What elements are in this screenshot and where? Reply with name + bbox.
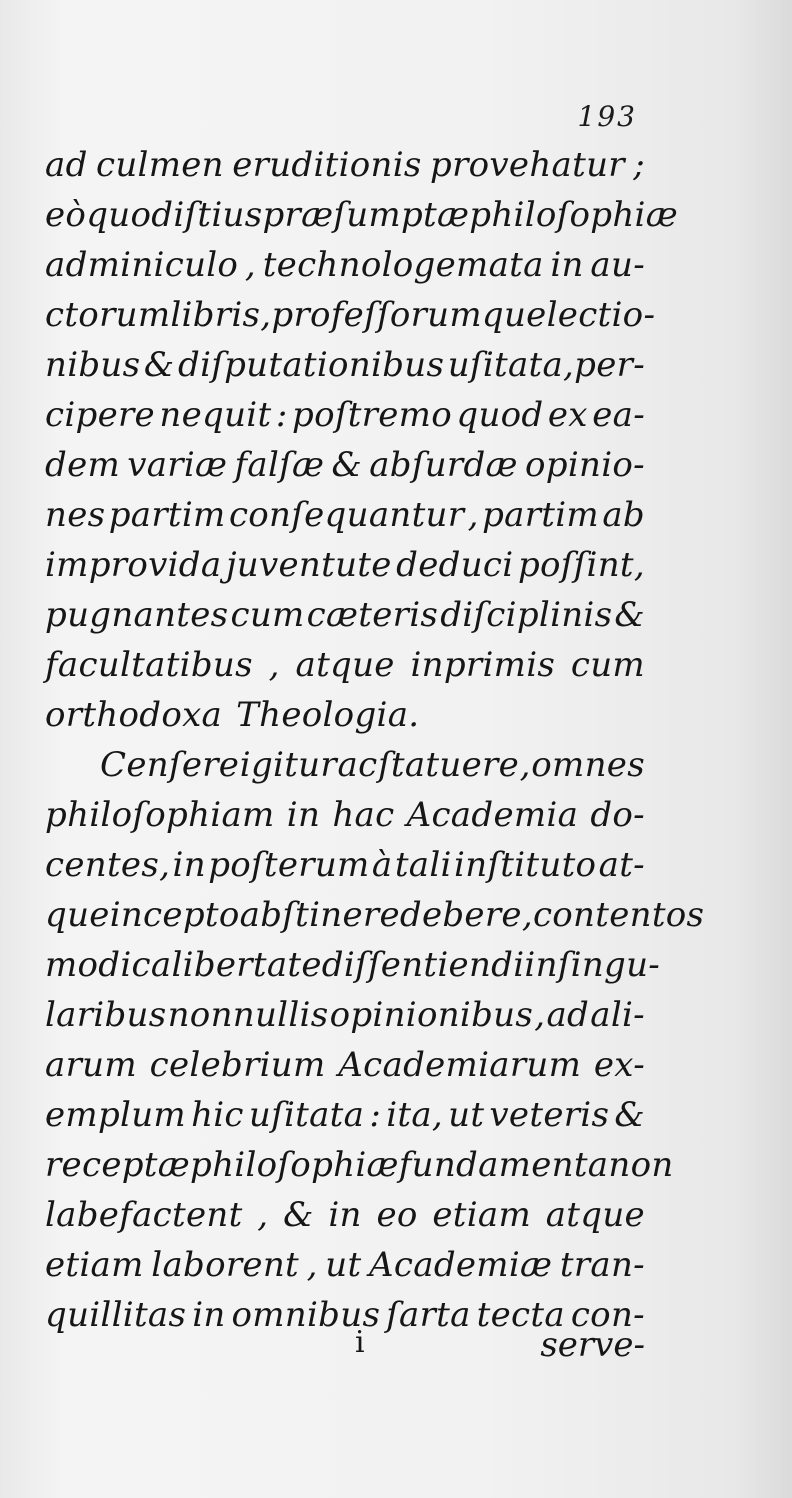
word: philoſophiam bbox=[45, 795, 275, 835]
text-line bbox=[45, 590, 645, 640]
word: ita, bbox=[386, 1095, 444, 1135]
word: ac bbox=[337, 745, 378, 785]
word: laribus bbox=[45, 995, 167, 1035]
word: nes bbox=[45, 495, 106, 535]
word: , bbox=[519, 745, 531, 785]
word: ea- bbox=[592, 395, 645, 435]
word: partim bbox=[482, 495, 599, 535]
word: au- bbox=[590, 245, 645, 285]
text-line bbox=[45, 540, 645, 590]
word: in bbox=[550, 245, 584, 285]
text-line bbox=[45, 1190, 645, 1240]
word: abſtinere bbox=[239, 895, 400, 935]
text-line bbox=[45, 190, 678, 240]
word: & bbox=[143, 345, 175, 385]
page-shadow bbox=[732, 0, 792, 1498]
word: , bbox=[260, 295, 272, 335]
text-line bbox=[45, 790, 645, 840]
word: laborent bbox=[151, 1245, 299, 1285]
text-line bbox=[45, 940, 661, 990]
word: pugnantes bbox=[45, 595, 229, 635]
text-line bbox=[45, 690, 645, 740]
word: libertate bbox=[171, 945, 322, 985]
word: nequit bbox=[159, 395, 272, 435]
word: Academiæ bbox=[369, 1245, 553, 1285]
word: lectio- bbox=[546, 295, 656, 335]
word: in bbox=[192, 1295, 226, 1335]
word: eo bbox=[376, 1195, 418, 1235]
text-line bbox=[45, 640, 645, 690]
word: : bbox=[369, 1095, 382, 1135]
word: atque bbox=[295, 645, 395, 685]
text-line bbox=[45, 1090, 645, 1140]
word: poſſint, bbox=[517, 545, 645, 585]
word: in bbox=[328, 1195, 362, 1235]
word: poſtremo bbox=[292, 395, 452, 435]
text-line bbox=[45, 1040, 645, 1090]
word: cæteris bbox=[306, 595, 439, 635]
word: culmen bbox=[96, 145, 224, 185]
word: veteris bbox=[489, 1095, 610, 1135]
word: ex- bbox=[593, 1045, 645, 1085]
word: quod bbox=[86, 195, 174, 235]
word: : bbox=[275, 395, 288, 435]
text-line bbox=[45, 890, 705, 940]
word: poſterum bbox=[208, 845, 370, 885]
word: ut bbox=[448, 1095, 485, 1135]
word: in bbox=[286, 795, 321, 835]
word: & bbox=[331, 445, 363, 485]
word: abſurdæ bbox=[369, 445, 518, 485]
text-line bbox=[45, 340, 645, 390]
word: & bbox=[283, 1195, 314, 1235]
text-line bbox=[45, 490, 645, 540]
word: centes, bbox=[45, 845, 171, 885]
word: quod bbox=[456, 395, 544, 435]
text-line bbox=[45, 440, 645, 490]
word: conſequantur bbox=[228, 495, 465, 535]
word: quillitas bbox=[45, 1295, 187, 1335]
word: at- bbox=[598, 845, 645, 885]
word: partim bbox=[108, 495, 226, 535]
word: tecta bbox=[476, 1295, 565, 1335]
word: nibus bbox=[45, 345, 141, 385]
word: tran- bbox=[559, 1245, 645, 1285]
text-line bbox=[45, 1140, 674, 1190]
word: philoſophiæ bbox=[469, 195, 678, 235]
word: receptæ bbox=[45, 1145, 191, 1185]
text-line bbox=[45, 390, 645, 440]
word: in bbox=[524, 945, 558, 985]
word: , bbox=[306, 1245, 318, 1285]
word: inprimis bbox=[410, 645, 556, 685]
word: omnibus bbox=[231, 1295, 381, 1335]
word: incepto bbox=[109, 895, 240, 935]
word: iſtius bbox=[173, 195, 263, 235]
word: libris bbox=[170, 295, 261, 335]
text-line bbox=[45, 840, 645, 890]
word: que bbox=[45, 895, 110, 935]
word: & bbox=[614, 1095, 645, 1135]
word: philoſophiæ bbox=[190, 1145, 399, 1185]
word: cum bbox=[570, 645, 645, 685]
word: , bbox=[467, 495, 479, 535]
word: Academia bbox=[406, 795, 579, 835]
word: Theologia. bbox=[236, 695, 420, 735]
text-line bbox=[45, 240, 645, 290]
word: ; bbox=[633, 145, 645, 185]
word: Academiarum bbox=[338, 1045, 582, 1085]
text-line bbox=[45, 1240, 645, 1290]
word: ſarta bbox=[386, 1295, 471, 1335]
word: emplum bbox=[45, 1095, 186, 1135]
word: præſumptæ bbox=[262, 195, 470, 235]
word: etiam bbox=[432, 1195, 532, 1235]
word: arum bbox=[45, 1045, 137, 1085]
word: atque bbox=[545, 1195, 645, 1235]
word: opinio- bbox=[525, 445, 645, 485]
word: diſputationibus bbox=[178, 345, 445, 385]
word: eò bbox=[45, 195, 87, 235]
paragraph-first-line bbox=[45, 740, 645, 790]
word: Cenſere bbox=[100, 745, 240, 785]
word: inſtituto bbox=[454, 845, 597, 885]
word: adminiculo bbox=[45, 245, 239, 285]
signature-mark: i bbox=[355, 1325, 365, 1360]
word: hac bbox=[332, 795, 395, 835]
word: nonnullis bbox=[167, 995, 329, 1035]
word: modica bbox=[45, 945, 172, 985]
word: ab bbox=[602, 495, 645, 535]
word: dem bbox=[45, 445, 121, 485]
word: juventute bbox=[225, 545, 392, 585]
text-line bbox=[45, 290, 656, 340]
word: cipere bbox=[45, 395, 155, 435]
word: do- bbox=[590, 795, 645, 835]
word: falſæ bbox=[234, 445, 325, 485]
word: improvida bbox=[45, 545, 222, 585]
word: eruditionis bbox=[232, 145, 422, 185]
word: , bbox=[268, 645, 280, 685]
word: omnes bbox=[531, 745, 645, 785]
page-footer bbox=[45, 1325, 645, 1375]
word: ad bbox=[45, 145, 88, 185]
word: à bbox=[371, 845, 393, 885]
word: facultatibus bbox=[45, 645, 253, 685]
word: orthodoxa bbox=[45, 695, 223, 735]
text-line bbox=[45, 990, 645, 1040]
word: labefactent bbox=[45, 1195, 243, 1235]
word: tali bbox=[394, 845, 452, 885]
word: contentos bbox=[532, 895, 705, 935]
word: ſtatuere bbox=[378, 745, 519, 785]
word: , bbox=[257, 1195, 269, 1235]
word: & bbox=[614, 595, 645, 635]
word: celebrium bbox=[149, 1045, 326, 1085]
word: deduci bbox=[396, 545, 514, 585]
word: , bbox=[534, 995, 546, 1035]
word: con- bbox=[570, 1295, 645, 1335]
word: etiam bbox=[45, 1245, 144, 1285]
word: hic bbox=[191, 1095, 244, 1135]
word: cum bbox=[230, 595, 305, 635]
word: ctorum bbox=[45, 295, 171, 335]
catchword: serve- bbox=[540, 1325, 645, 1365]
word: ex bbox=[547, 395, 588, 435]
text-line bbox=[45, 140, 645, 190]
word: fundamenta bbox=[398, 1145, 609, 1185]
word: ad bbox=[546, 995, 590, 1035]
word: ut bbox=[325, 1245, 362, 1285]
word: uſitata bbox=[248, 1095, 365, 1135]
word: , bbox=[244, 245, 257, 285]
text-block bbox=[45, 140, 705, 1340]
word: provehatur bbox=[430, 145, 625, 185]
word: diſciplinis bbox=[440, 595, 613, 635]
word: opinionibus bbox=[329, 995, 534, 1035]
word: diſſentiendi bbox=[321, 945, 525, 985]
word: uſitata,per- bbox=[447, 345, 645, 385]
page-number: 193 bbox=[577, 100, 637, 133]
word: debere, bbox=[399, 895, 533, 935]
word: profeſſorumque bbox=[271, 295, 547, 335]
word: igitur bbox=[239, 745, 337, 785]
word: ſingu- bbox=[557, 945, 661, 985]
word: non bbox=[608, 1145, 674, 1185]
word: ali- bbox=[590, 995, 645, 1035]
word: in bbox=[172, 845, 206, 885]
word: variæ bbox=[127, 445, 228, 485]
word: technologemata bbox=[262, 245, 544, 285]
